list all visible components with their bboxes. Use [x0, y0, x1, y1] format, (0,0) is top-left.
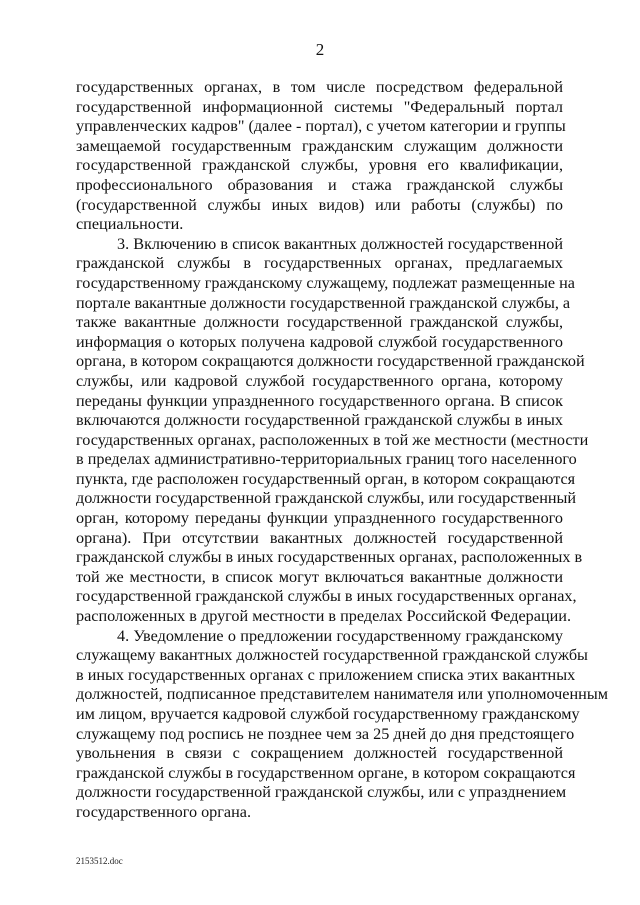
text-line: расположенных в другой местности в пределах Российской Федерации.	[76, 607, 571, 626]
text-line: управленческих кадров" (далее - портал), с учетом категории и группы	[76, 117, 566, 136]
text-line: портале вакантные должности государственной гражданской службы, а	[76, 293, 571, 312]
text-line: пункта, где расположен государственный орган, в котором сокращаются	[76, 469, 576, 488]
text-line: служащему под роспись не позднее чем за 25 дней до дня предстоящего	[76, 724, 575, 743]
text-line: включаются должности государственной гражданской службы в иных	[76, 411, 563, 430]
text-line: должности государственной гражданской службы, или с упразднением	[76, 783, 567, 802]
text-line: государственному гражданскому служащему, подлежат размещенные на	[76, 273, 575, 292]
text-line: переданы функции упраздненного государственного органа. В список	[76, 391, 563, 410]
text-line: государственной информационной системы "Федеральный портал	[76, 97, 563, 116]
text-line: замещаемой государственным гражданским служащим должности	[76, 136, 563, 155]
text-line: должностей, подписанное представителем нанимателя или уполномоченным	[76, 685, 608, 704]
text-line: органа). При отсутствии вакантных должностей государственной	[76, 528, 563, 547]
text-line: гражданской службы в государственных органах, предлагаемых	[76, 254, 563, 273]
text-line: государственного органа.	[76, 802, 251, 821]
text-line: государственных органах, в том числе посредством федеральной	[76, 78, 563, 96]
text-line: службы, или кадровой службой государственного органа, которому	[76, 371, 563, 390]
text-line: увольнения в связи с сокращением должностей государственной	[76, 744, 563, 763]
text-line: государственных органах, расположенных в той же местности (местности	[76, 430, 589, 449]
text-line: орган, которому переданы функции упраздненного государственного	[76, 509, 563, 528]
text-line: органа, в котором сокращаются должности государственной гражданской	[76, 352, 585, 371]
page-number: 2	[315, 40, 325, 59]
text-line: профессионального образования и стажа гражданской службы	[76, 175, 563, 194]
text-line: государственной гражданской службы в иных государственных органах,	[76, 587, 577, 606]
text-line: также вакантные должности государственной гражданской службы,	[76, 313, 563, 332]
text-line: в иных государственных органах с приложением списка этих вакантных	[76, 665, 576, 684]
text-line: государственной гражданской службы, уровня его квалификации,	[76, 156, 563, 175]
text-line: той же местности, в список могут включаться вакантные должности	[76, 567, 563, 586]
text-line: им лицом, вручается кадровой службой государственному гражданскому	[76, 705, 580, 723]
text-line: должности государственной гражданской службы, или государственный	[76, 489, 577, 508]
document-body	[76, 78, 608, 823]
document-file-code: 2153512.doc	[76, 856, 123, 866]
text-line: (государственной службы иных видов) или работы (службы) по	[76, 195, 563, 214]
text-line: 4. Уведомление о предложении государственному гражданскому	[117, 626, 563, 645]
text-line: информация о которых получена кадровой службой государственного	[76, 332, 563, 351]
text-line: служащему вакантных должностей государственной гражданской службы	[76, 646, 588, 665]
text-line: гражданской службы в государственном органе, в котором сокращаются	[76, 763, 576, 782]
text-line: в пределах административно-территориальных границ того населенного	[76, 450, 577, 469]
text-line: специальности.	[76, 215, 184, 234]
text-line: гражданской службы в иных государственных органах, расположенных в	[76, 548, 583, 567]
text-line: 3. Включению в список вакантных должностей государственной	[117, 234, 563, 253]
